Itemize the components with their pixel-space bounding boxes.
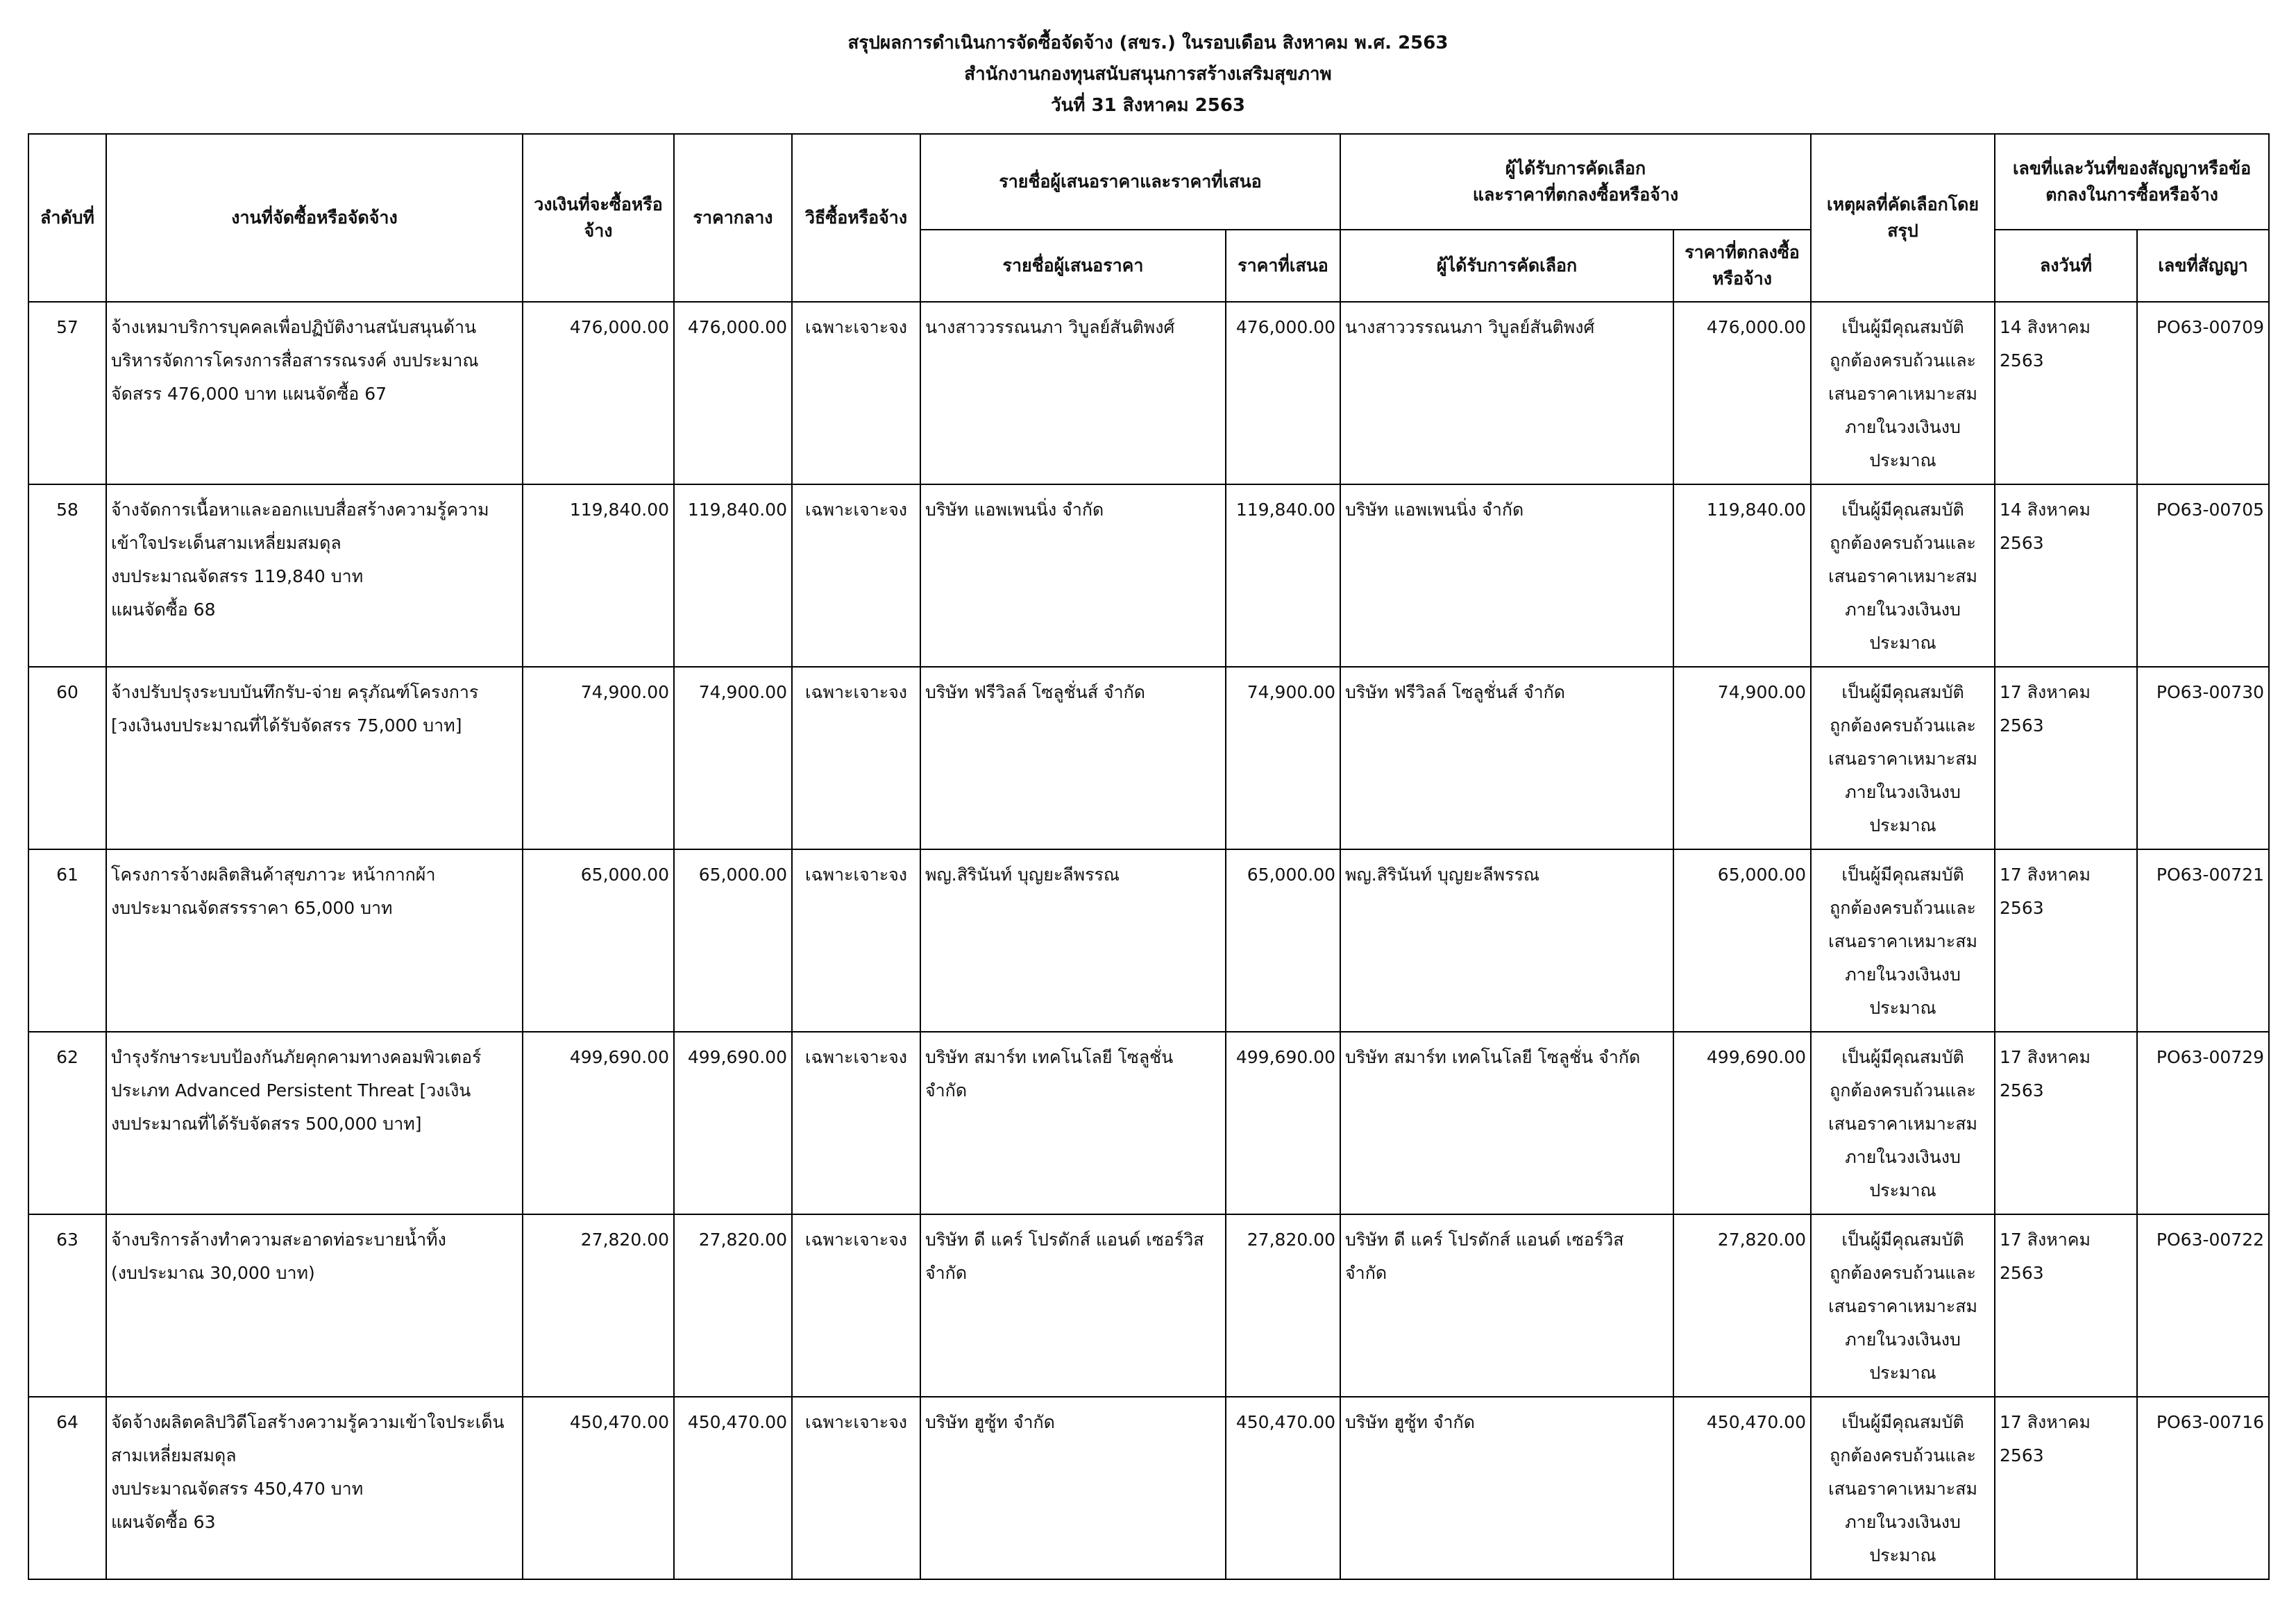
cell-reason — [1811, 849, 1995, 1032]
cell-reason — [1811, 1397, 1995, 1579]
document-header — [0, 28, 2296, 121]
cell-item — [106, 1397, 523, 1579]
cell-reason-line: ภายในวงเงินงบประมาณ — [1845, 1147, 1961, 1200]
cell-seq: 58 — [28, 484, 106, 667]
cell-selected-name — [1340, 302, 1673, 484]
cell-budget: 65,000.00 — [523, 849, 674, 1032]
cell-reason-line: ถูกต้องครบถ้วนและ — [1830, 350, 1976, 371]
cell-item-line: งบประมาณจัดสรรราคา 65,000 บาท — [111, 898, 393, 918]
cell-contract-date: 17 สิงหาคม 2563 — [1995, 849, 2137, 1032]
cell-item — [106, 484, 523, 667]
cell-reason-line: เป็นผู้มีคุณสมบัติ — [1841, 1230, 1964, 1250]
cell-bidder-name — [920, 302, 1226, 484]
cell-bid-price: 476,000.00 — [1226, 302, 1340, 484]
cell-reason-line: ภายในวงเงินงบประมาณ — [1845, 417, 1961, 470]
cell-agreed-price: 65,000.00 — [1673, 849, 1811, 1032]
cell-budget: 27,820.00 — [523, 1214, 674, 1397]
cell-reason-line: ถูกต้องครบถ้วนและ — [1830, 533, 1976, 553]
cell-bidder-name-line: บริษัท ดี แคร์ โปรดักส์ แอนด์ เซอร์วิส — [925, 1230, 1204, 1250]
cell-budget: 499,690.00 — [523, 1032, 674, 1214]
col-header-bidders-group: รายชื่อผู้เสนอราคาและราคาที่เสนอ — [920, 134, 1340, 230]
table-body — [28, 302, 2269, 1579]
cell-method: เฉพาะเจาะจง — [792, 849, 920, 1032]
cell-method: เฉพาะเจาะจง — [792, 667, 920, 849]
cell-median: 65,000.00 — [674, 849, 792, 1032]
cell-item-line: งบประมาณที่ได้รับจัดสรร 500,000 บาท] — [111, 1114, 422, 1134]
cell-reason — [1811, 302, 1995, 484]
cell-item-line: บริหารจัดการโครงการสื่อสารรณรงค์ งบประมาณ — [111, 350, 479, 371]
cell-bidder-name-line: บริษัท สมาร์ท เทคโนโลยี โซลูชั่น — [925, 1047, 1174, 1067]
cell-method: เฉพาะเจาะจง — [792, 1214, 920, 1397]
cell-agreed-price: 119,840.00 — [1673, 484, 1811, 667]
cell-reason-line: เสนอราคาเหมาะสม — [1828, 1296, 1977, 1316]
cell-median: 450,470.00 — [674, 1397, 792, 1579]
selected-group-line-1: ผู้ได้รับการคัดเลือก — [1505, 158, 1646, 178]
cell-selected-name-line: พญ.สิรินันท์ บุญยะลีพรรณ — [1345, 865, 1540, 885]
cell-item-line: (งบประมาณ 30,000 บาท) — [111, 1263, 315, 1283]
cell-contract-no: PO63-00721 — [2137, 849, 2269, 1032]
cell-reason-line: เสนอราคาเหมาะสม — [1828, 566, 1977, 586]
table-row — [28, 484, 2269, 667]
cell-item-line: เข้าใจประเด็นสามเหลี่ยมสมดุล — [111, 533, 341, 553]
cell-seq: 62 — [28, 1032, 106, 1214]
cell-selected-name-line: บริษัท ฮูซู้ท จำกัด — [1345, 1412, 1475, 1432]
cell-agreed-price: 450,470.00 — [1673, 1397, 1811, 1579]
cell-seq: 64 — [28, 1397, 106, 1579]
cell-contract-date: 14 สิงหาคม 2563 — [1995, 484, 2137, 667]
cell-item — [106, 302, 523, 484]
cell-bidder-name-line: จำกัด — [925, 1263, 968, 1283]
cell-reason — [1811, 667, 1995, 849]
table-row — [28, 302, 2269, 484]
table-row — [28, 1214, 2269, 1397]
col-header-selected-group — [1340, 134, 1811, 230]
cell-selected-name-line: บริษัท ดี แคร์ โปรดักส์ แอนด์ เซอร์วิส จำกัด — [1345, 1230, 1624, 1283]
cell-reason-line: เป็นผู้มีคุณสมบัติ — [1841, 1047, 1964, 1067]
col-header-median: ราคากลาง — [674, 134, 792, 302]
col-header-seq: ลำดับที่ — [28, 134, 106, 302]
cell-bid-price: 499,690.00 — [1226, 1032, 1340, 1214]
cell-agreed-price: 74,900.00 — [1673, 667, 1811, 849]
cell-reason-line: ภายในวงเงินงบประมาณ — [1845, 1329, 1961, 1383]
cell-reason-line: เป็นผู้มีคุณสมบัติ — [1841, 865, 1964, 885]
cell-bidder-name-line: บริษัท ฮูซู้ท จำกัด — [925, 1412, 1055, 1432]
cell-reason-line: ถูกต้องครบถ้วนและ — [1830, 1445, 1976, 1465]
cell-method: เฉพาะเจาะจง — [792, 1397, 920, 1579]
cell-item-line: แผนจัดซื้อ 68 — [111, 600, 216, 620]
cell-contract-no: PO63-00709 — [2137, 302, 2269, 484]
cell-reason — [1811, 1032, 1995, 1214]
cell-bid-price: 450,470.00 — [1226, 1397, 1340, 1579]
cell-bidder-name-line: บริษัท ฟรีวิลล์ โซลูชั่นส์ จำกัด — [925, 682, 1145, 702]
col-header-method: วิธีซื้อหรือจ้าง — [792, 134, 920, 302]
cell-selected-name — [1340, 484, 1673, 667]
cell-bidder-name — [920, 667, 1226, 849]
cell-contract-date: 17 สิงหาคม 2563 — [1995, 1214, 2137, 1397]
table-row — [28, 1397, 2269, 1579]
cell-item-line: งบประมาณจัดสรร 119,840 บาท — [111, 566, 364, 586]
cell-item-line: สามเหลี่ยมสมดุล — [111, 1445, 237, 1465]
cell-seq: 57 — [28, 302, 106, 484]
report-title: สรุปผลการดำเนินการจัดซื้อจัดจ้าง (สขร.) ในรอบเดือน สิงหาคม พ.ศ. 2563 — [847, 33, 1449, 53]
procurement-table — [28, 133, 2270, 1580]
cell-selected-name — [1340, 1397, 1673, 1579]
cell-reason — [1811, 484, 1995, 667]
cell-agreed-price: 476,000.00 — [1673, 302, 1811, 484]
cell-bidder-name-line: จำกัด — [925, 1080, 968, 1101]
cell-bid-price: 119,840.00 — [1226, 484, 1340, 667]
col-header-budget: วงเงินที่จะซื้อหรือจ้าง — [523, 134, 674, 302]
cell-reason-line: ถูกต้องครบถ้วนและ — [1830, 715, 1976, 736]
table-row — [28, 849, 2269, 1032]
cell-item-line: ประเภท Advanced Persistent Threat [วงเงิน — [111, 1080, 471, 1101]
cell-item-line: จ้างปรับปรุงระบบบันทึกรับ-จ่าย ครุภัณฑ์โครงการ — [111, 682, 479, 702]
cell-reason-line: ภายในวงเงินงบประมาณ — [1845, 600, 1961, 653]
cell-selected-name — [1340, 667, 1673, 849]
cell-reason-line: ภายในวงเงินงบประมาณ — [1845, 965, 1961, 1018]
cell-bidder-name-line: พญ.สิรินันท์ บุญยะลีพรรณ — [925, 865, 1120, 885]
cell-contract-no: PO63-00729 — [2137, 1032, 2269, 1214]
cell-reason-line: เสนอราคาเหมาะสม — [1828, 1479, 1977, 1499]
cell-bidder-name — [920, 1032, 1226, 1214]
cell-selected-name — [1340, 1214, 1673, 1397]
cell-method: เฉพาะเจาะจง — [792, 1032, 920, 1214]
cell-item-line: โครงการจ้างผลิตสินค้าสุขภาวะ หน้ากากผ้า — [111, 865, 436, 885]
cell-item — [106, 667, 523, 849]
cell-reason-line: เสนอราคาเหมาะสม — [1828, 1114, 1977, 1134]
cell-item-line: จัดสรร 476,000 บาท แผนจัดซื้อ 67 — [111, 384, 387, 404]
cell-median: 74,900.00 — [674, 667, 792, 849]
col-header-agreed-price: ราคาที่ตกลงซื้อหรือจ้าง — [1673, 230, 1811, 302]
table-row — [28, 667, 2269, 849]
col-header-item: งานที่จัดซื้อหรือจัดจ้าง — [106, 134, 523, 302]
cell-contract-no: PO63-00722 — [2137, 1214, 2269, 1397]
cell-reason — [1811, 1214, 1995, 1397]
col-header-bidder-name: รายชื่อผู้เสนอราคา — [920, 230, 1226, 302]
cell-bidder-name-line: นางสาววรรณนภา วิบูลย์สันติพงศ์ — [925, 317, 1175, 337]
cell-seq: 60 — [28, 667, 106, 849]
cell-item-line: จ้างจัดการเนื้อหาและออกแบบสื่อสร้างความรู้ความ — [111, 500, 489, 520]
cell-bidder-name-line: บริษัท แอพเพนนิ่ง จำกัด — [925, 500, 1104, 520]
cell-method: เฉพาะเจาะจง — [792, 302, 920, 484]
cell-bid-price: 65,000.00 — [1226, 849, 1340, 1032]
col-header-contract-date: ลงวันที่ — [1995, 230, 2137, 302]
cell-item-line: จัดจ้างผลิตคลิปวิดีโอสร้างความรู้ความเข้าใจประเด็น — [111, 1412, 505, 1432]
cell-selected-name — [1340, 849, 1673, 1032]
cell-budget: 476,000.00 — [523, 302, 674, 484]
cell-selected-name-line: บริษัท สมาร์ท เทคโนโลยี โซลูชั่น จำกัด — [1345, 1047, 1641, 1067]
cell-item — [106, 1032, 523, 1214]
cell-reason-line: ถูกต้องครบถ้วนและ — [1830, 1263, 1976, 1283]
cell-item — [106, 1214, 523, 1397]
cell-contract-no: PO63-00716 — [2137, 1397, 2269, 1579]
cell-reason-line: ถูกต้องครบถ้วนและ — [1830, 898, 1976, 918]
cell-reason-line: เสนอราคาเหมาะสม — [1828, 749, 1977, 769]
cell-agreed-price: 499,690.00 — [1673, 1032, 1811, 1214]
cell-item — [106, 849, 523, 1032]
cell-selected-name — [1340, 1032, 1673, 1214]
cell-median: 476,000.00 — [674, 302, 792, 484]
cell-budget: 119,840.00 — [523, 484, 674, 667]
col-header-contract-no: เลขที่สัญญา — [2137, 230, 2269, 302]
cell-item-line: บำรุงรักษาระบบป้องกันภัยคุกคามทางคอมพิวเตอร์ — [111, 1047, 482, 1067]
cell-median: 499,690.00 — [674, 1032, 792, 1214]
cell-item-line: งบประมาณจัดสรร 450,470 บาท — [111, 1479, 364, 1499]
cell-item-line: [วงเงินงบประมาณที่ได้รับจัดสรร 75,000 บาท] — [111, 715, 462, 736]
cell-item-line: จ้างเหมาบริการบุคคลเพื่อปฏิบัติงานสนับสนุนด้าน — [111, 317, 477, 337]
cell-agreed-price: 27,820.00 — [1673, 1214, 1811, 1397]
cell-method: เฉพาะเจาะจง — [792, 484, 920, 667]
cell-budget: 450,470.00 — [523, 1397, 674, 1579]
cell-reason-line: เป็นผู้มีคุณสมบัติ — [1841, 317, 1964, 337]
cell-bidder-name — [920, 1397, 1226, 1579]
cell-seq: 61 — [28, 849, 106, 1032]
col-header-bid-price: ราคาที่เสนอ — [1226, 230, 1340, 302]
cell-contract-date: 17 สิงหาคม 2563 — [1995, 1397, 2137, 1579]
cell-reason-line: เป็นผู้มีคุณสมบัติ — [1841, 1412, 1964, 1432]
cell-reason-line: เป็นผู้มีคุณสมบัติ — [1841, 500, 1964, 520]
cell-reason-line: เสนอราคาเหมาะสม — [1828, 384, 1977, 404]
cell-reason-line: เสนอราคาเหมาะสม — [1828, 931, 1977, 951]
col-header-contract-group: เลขที่และวันที่ของสัญญาหรือข้อตกลงในการซื้อหรือจ้าง — [1995, 134, 2269, 230]
cell-item-line: จ้างบริการล้างทำความสะอาดท่อระบายน้ำทิ้ง — [111, 1230, 446, 1250]
cell-bidder-name — [920, 484, 1226, 667]
cell-selected-name-line: นางสาววรรณนภา วิบูลย์สันติพงศ์ — [1345, 317, 1595, 337]
report-date: วันที่ 31 สิงหาคม 2563 — [1050, 95, 1246, 116]
cell-budget: 74,900.00 — [523, 667, 674, 849]
cell-reason-line: ถูกต้องครบถ้วนและ — [1830, 1080, 1976, 1101]
cell-contract-date: 17 สิงหาคม 2563 — [1995, 1032, 2137, 1214]
selected-group-line-2: และราคาที่ตกลงซื้อหรือจ้าง — [1472, 185, 1679, 205]
cell-selected-name-line: บริษัท แอพเพนนิ่ง จำกัด — [1345, 500, 1524, 520]
cell-item-line: แผนจัดซื้อ 63 — [111, 1512, 216, 1532]
cell-contract-no: PO63-00730 — [2137, 667, 2269, 849]
cell-bidder-name — [920, 849, 1226, 1032]
organization-name: สำนักงานกองทุนสนับสนุนการสร้างเสริมสุขภาพ — [964, 64, 1332, 85]
cell-reason-line: ภายในวงเงินงบประมาณ — [1845, 1512, 1961, 1565]
cell-contract-date: 14 สิงหาคม 2563 — [1995, 302, 2137, 484]
cell-contract-date: 17 สิงหาคม 2563 — [1995, 667, 2137, 849]
col-header-reason: เหตุผลที่คัดเลือกโดยสรุป — [1811, 134, 1995, 302]
cell-median: 27,820.00 — [674, 1214, 792, 1397]
cell-reason-line: เป็นผู้มีคุณสมบัติ — [1841, 682, 1964, 702]
cell-reason-line: ภายในวงเงินงบประมาณ — [1845, 782, 1961, 835]
cell-bidder-name — [920, 1214, 1226, 1397]
cell-median: 119,840.00 — [674, 484, 792, 667]
cell-seq: 63 — [28, 1214, 106, 1397]
cell-contract-no: PO63-00705 — [2137, 484, 2269, 667]
cell-selected-name-line: บริษัท ฟรีวิลล์ โซลูชั่นส์ จำกัด — [1345, 682, 1566, 702]
cell-bid-price: 27,820.00 — [1226, 1214, 1340, 1397]
table-row — [28, 1032, 2269, 1214]
cell-bid-price: 74,900.00 — [1226, 667, 1340, 849]
col-header-selected-name: ผู้ได้รับการคัดเลือก — [1340, 230, 1673, 302]
